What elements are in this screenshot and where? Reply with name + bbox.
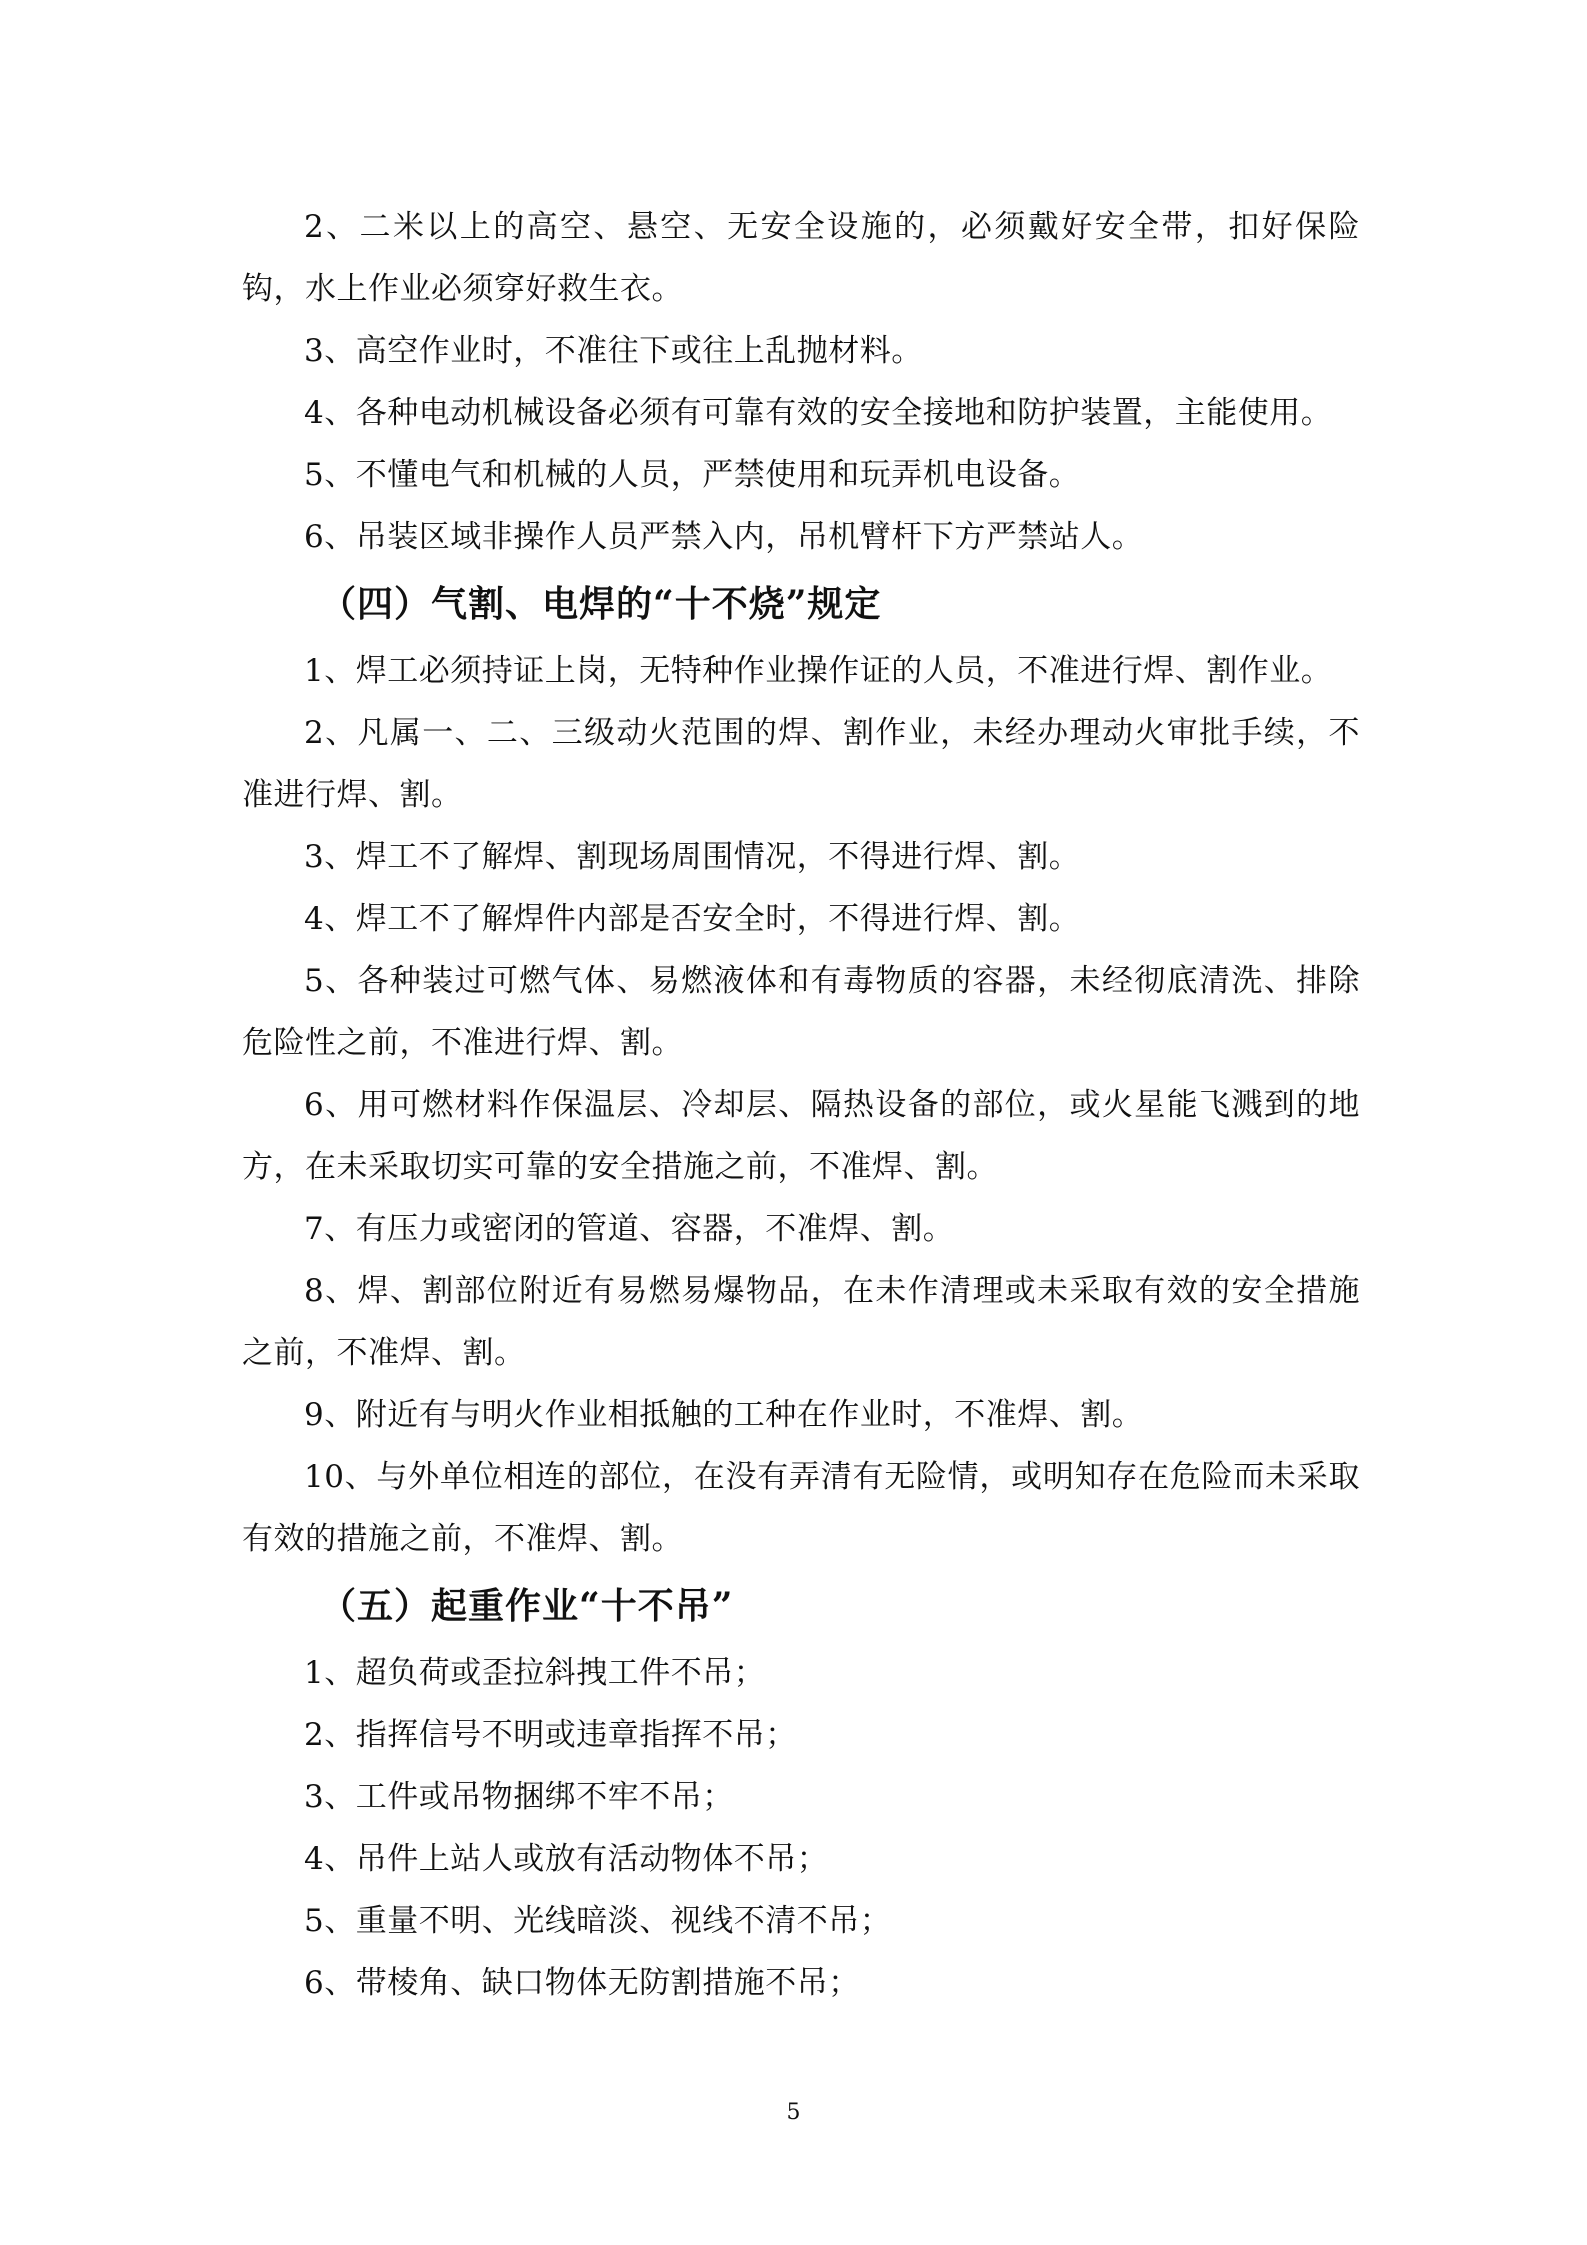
section3-item-4: 4、各种电动机械设备必须有可靠有效的安全接地和防护装置，主能使用。 — [304, 395, 1333, 431]
section5-item-4: 4、吊件上站人或放有活动物体不吊； — [304, 1841, 829, 1877]
section5-item-2: 2、指挥信号不明或违章指挥不吊； — [304, 1717, 797, 1753]
section4-item-9: 9、附近有与明火作业相抵触的工种在作业时，不准焊、割。 — [304, 1397, 1144, 1433]
section4-item-3: 3、焊工不了解焊、割现场周围情况，不得进行焊、割。 — [304, 839, 1081, 875]
section4-heading: （四）气割、电焊的“十不烧”规定 — [320, 583, 882, 625]
section5-item-5: 5、重量不明、光线暗淡、视线不清不吊； — [304, 1903, 892, 1939]
section5-item-3: 3、工件或吊物捆绑不牢不吊； — [304, 1779, 734, 1815]
section4-item-1: 1、焊工必须持证上岗，无特种作业操作证的人员，不准进行焊、割作业。 — [304, 653, 1333, 689]
page-content — [242, 196, 1360, 2014]
page-number: 5 — [786, 2100, 801, 2125]
section5-item-6: 6、带棱角、缺口物体无防割措施不吊； — [304, 1965, 860, 2001]
section4-item-6: 6、用可燃材料作保温层、冷却层、隔热设备的部位，或火星能飞溅到的地方，在未采取切实可靠的安全措施之前，不准焊、割。 — [242, 1087, 1360, 1185]
section3-item-6: 6、吊装区域非操作人员严禁入内，吊机臂杆下方严禁站人。 — [304, 519, 1144, 555]
section5-item-1: 1、超负荷或歪拉斜拽工件不吊； — [304, 1655, 766, 1691]
section4-item-10: 10、与外单位相连的部位，在没有弄清有无险情，或明知存在危险而未采取有效的措施之前，不准焊、割。 — [242, 1459, 1360, 1557]
section3-item-5: 5、不懂电气和机械的人员，严禁使用和玩弄机电设备。 — [304, 457, 1081, 493]
section4-item-8: 8、焊、割部位附近有易燃易爆物品，在未作清理或未采取有效的安全措施之前，不准焊、割。 — [242, 1273, 1360, 1371]
section4-item-7: 7、有压力或密闭的管道、容器，不准焊、割。 — [304, 1211, 955, 1247]
section4-item-5: 5、各种装过可燃气体、易燃液体和有毒物质的容器，未经彻底清洗、排除危险性之前，不准进行焊、割。 — [242, 963, 1360, 1061]
section3-item-3: 3、高空作业时，不准往下或往上乱抛材料。 — [304, 333, 923, 369]
section4-item-4: 4、焊工不了解焊件内部是否安全时，不得进行焊、割。 — [304, 901, 1081, 937]
section3-item-2: 2、二米以上的高空、悬空、无安全设施的，必须戴好安全带，扣好保险钩，水上作业必须穿好救生衣。 — [242, 209, 1360, 307]
section5-heading: （五）起重作业“十不吊” — [320, 1585, 734, 1627]
section4-item-2: 2、凡属一、二、三级动火范围的焊、割作业，未经办理动火审批手续，不准进行焊、割。 — [242, 715, 1360, 813]
